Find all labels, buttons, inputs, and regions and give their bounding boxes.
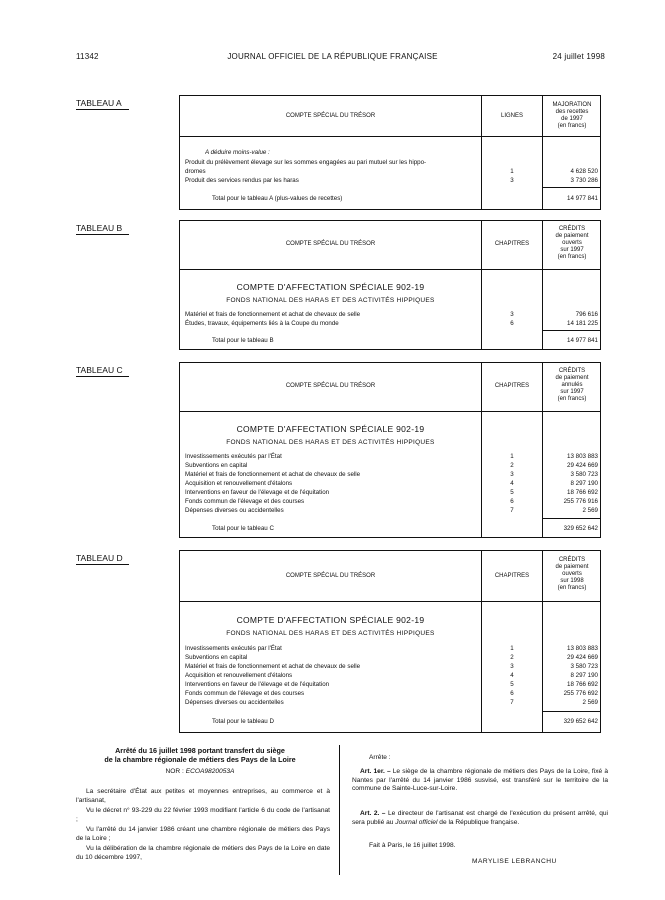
table-row: Acquisition et renouvellement d'étalons 4 8 297 190 <box>185 480 598 487</box>
table-c-col-compte: COMPTE SPÉCIAL DU TRÉSOR <box>285 383 376 389</box>
table-c-label: TABLEAU C <box>76 365 129 377</box>
table-row: Subventions en capital 2 29 424 669 <box>185 462 598 469</box>
table-a <box>179 95 601 210</box>
table-b-col-num: CHAPITRES <box>494 241 530 247</box>
page-number: 11342 <box>76 52 99 61</box>
arrete-preamble: La secrétaire d'État aux petites et moyennes entreprises, au commerce et à l'artisanat, Vu le décret n° 93-229 du 22 février 1993 modifiant l'article 6 du code de l'artisanat ; Vu l'arrêté du 14 janvier 1986 créant une chambre régionale de métiers des Pays de la Loire ; Vu la délibération de la chambre régionale de métiers des Pays de la Loire en date du 10 décembre 1997, <box>76 788 330 861</box>
table-d-col-compte: COMPTE SPÉCIAL DU TRÉSOR <box>285 573 376 579</box>
table-a-total: Total pour le tableau A (plus-values de recettes) 14 977 841 <box>212 195 598 202</box>
table-row: Matériel et frais de fonctionnement et achat de chevaux de selle 3 3 580 723 <box>185 471 598 478</box>
table-b-col-amt: CRÉDITS de paiement ouverts sur 1997 (en francs) <box>555 226 589 260</box>
table-b <box>179 220 601 350</box>
table-row: Matériel et frais de fonctionnement et achat de chevaux de selle 3 796 616 <box>185 311 598 318</box>
page-date: 24 juillet 1998 <box>552 52 605 61</box>
table-d-total: Total pour le tableau D 329 652 642 <box>212 718 598 725</box>
table-row: Dépenses diverses ou accidentelles 7 2 569 <box>185 699 598 706</box>
table-d-col-num: CHAPITRES <box>494 573 530 579</box>
table-row: Produit du prélèvement élevage sur les sommes engagées au pari mutuel sur les hippo- <box>185 159 427 166</box>
journal-title: JOURNAL OFFICIEL DE LA RÉPUBLIQUE FRANÇAISE <box>227 52 438 61</box>
table-row: Fonds commun de l'élevage et des courses 6 255 776 916 <box>185 498 598 505</box>
arrete-nor: NOR : ECOA9820053A <box>165 768 235 775</box>
table-c <box>179 362 601 538</box>
table-c-col-num: CHAPITRES <box>494 383 530 389</box>
table-c-section-title: COMPTE D'AFFECTATION SPÉCIALE 902-19 <box>236 424 425 434</box>
table-row: Fonds commun de l'élevage et des courses 6 255 776 692 <box>185 690 598 697</box>
article-2: Art. 2. – Le directeur de l'artisanat est chargé de l'exécution du présent arrêté, qui sera publié au Journal officiel de la République française. <box>352 810 608 826</box>
table-d-section-sub: FONDS NATIONAL DES HARAS ET DES ACTIVITÉS HIPPIQUES <box>226 630 435 637</box>
table-c-section-sub: FONDS NATIONAL DES HARAS ET DES ACTIVITÉS HIPPIQUES <box>226 439 435 446</box>
arrete-title: Arrêté du 16 juillet 1998 portant transfert du siège de la chambre régionale de métiers des Pays de la Loire <box>104 746 296 764</box>
table-b-total: Total pour le tableau B 14 977 841 <box>212 337 598 344</box>
article-1: Art. 1er. – Le siège de la chambre régionale de métiers des Pays de la Loire, fixé à Nantes par l'arrêté du 14 janvier 1986 susvisé, est transféré sur le territoire de la commune de Sainte-Luce-sur-Loire. <box>352 768 608 792</box>
done-at: Fait à Paris, le 16 juillet 1998. <box>369 842 456 849</box>
table-row: Études, travaux, équipements liés à la Coupe du monde 6 14 181 225 <box>185 320 598 327</box>
table-row: Matériel et frais de fonctionnement et achat de chevaux de selle 3 3 580 723 <box>185 663 598 670</box>
table-a-col-num: LIGNES <box>500 113 523 119</box>
signature: MARYLISE LEBRANCHU <box>472 858 557 865</box>
table-b-section-sub: FONDS NATIONAL DES HARAS ET DES ACTIVITÉS HIPPIQUES <box>226 297 435 304</box>
table-b-label: TABLEAU B <box>76 223 129 235</box>
table-c-total: Total pour le tableau C 329 652 642 <box>212 525 598 532</box>
column-divider <box>339 745 340 875</box>
table-a-label: TABLEAU A <box>76 98 129 110</box>
table-row: Acquisition et renouvellement d'étalons 4 8 297 190 <box>185 672 598 679</box>
arrete-word: Arrête : <box>369 754 391 761</box>
table-row: dromes 1 4 628 520 <box>185 168 598 175</box>
table-row: Dépenses diverses ou accidentelles 7 2 569 <box>185 507 598 514</box>
table-row: Interventions en faveur de l'élevage et de l'équitation 5 18 766 692 <box>185 489 598 496</box>
table-a-intro: A déduire moins-value : <box>205 149 270 156</box>
table-a-col-amt: MAJORATION des recettes de 1997 (en francs) <box>552 102 592 129</box>
table-d-section-title: COMPTE D'AFFECTATION SPÉCIALE 902-19 <box>236 615 425 625</box>
table-d-label: TABLEAU D <box>76 553 129 565</box>
table-row: Subventions en capital 2 29 424 669 <box>185 654 598 661</box>
table-row: Investissements exécutés par l'État 1 13 803 883 <box>185 645 598 652</box>
table-row: Produit des services rendus par les haras 3 3 730 286 <box>185 177 598 184</box>
table-b-col-compte: COMPTE SPÉCIAL DU TRÉSOR <box>285 241 376 247</box>
table-d-col-amt: CRÉDITS de paiement ouverts sur 1998 (en francs) <box>555 557 589 591</box>
table-d <box>179 550 601 733</box>
table-row: Investissements exécutés par l'État 1 13 803 883 <box>185 453 598 460</box>
table-c-col-amt: CRÉDITS de paiement annulés sur 1997 (en francs) <box>555 368 589 402</box>
table-row: Interventions en faveur de l'élevage et de l'équitation 5 18 766 692 <box>185 681 598 688</box>
table-a-col-compte: COMPTE SPÉCIAL DU TRÉSOR <box>285 113 376 119</box>
table-b-section-title: COMPTE D'AFFECTATION SPÉCIALE 902-19 <box>236 282 425 292</box>
